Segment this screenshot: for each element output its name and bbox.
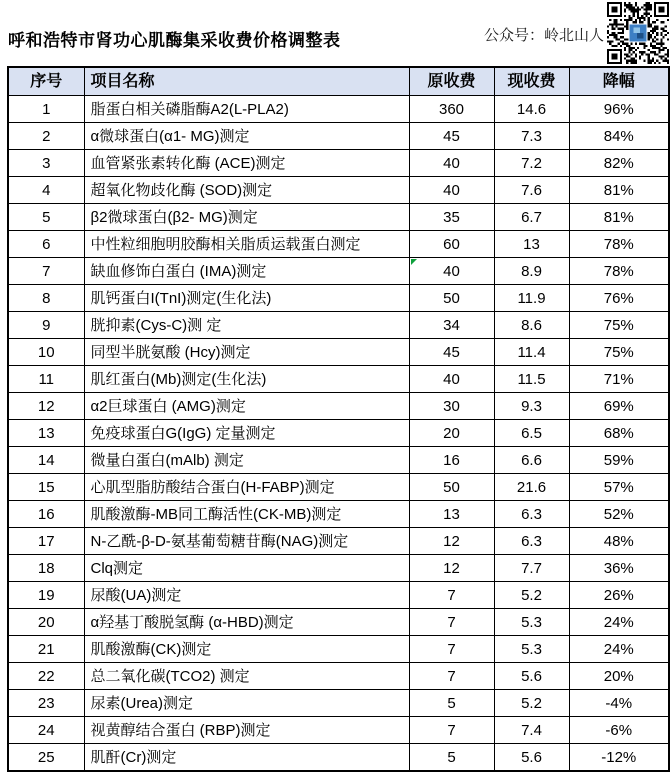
old-fee-cell: 13: [409, 501, 494, 528]
item-name-cell: 脂蛋白相关磷脂酶A2(L-PLA2): [84, 96, 409, 123]
new-fee-cell: 6.3: [494, 528, 569, 555]
row-number-cell: 8: [8, 285, 84, 312]
old-fee-cell: 40: [409, 177, 494, 204]
old-fee-cell: 12: [409, 555, 494, 582]
table-row: [8, 474, 669, 501]
table-row: [8, 609, 669, 636]
item-name-cell: 超氧化物歧化酶 (SOD)测定: [84, 177, 409, 204]
item-name-cell: 尿酸(UA)测定: [84, 582, 409, 609]
item-name-cell: Clq测定: [84, 555, 409, 582]
reduction-cell: 81%: [569, 204, 669, 231]
row-number-cell: 11: [8, 366, 84, 393]
new-fee-cell: 5.2: [494, 582, 569, 609]
reduction-cell: 78%: [569, 231, 669, 258]
row-number-cell: 19: [8, 582, 84, 609]
header-reduction: 降幅: [569, 67, 669, 96]
row-number-cell: 6: [8, 231, 84, 258]
table-row: [8, 204, 669, 231]
row-number-cell: 12: [8, 393, 84, 420]
old-fee-cell: 40: [409, 258, 494, 285]
new-fee-cell: 7.7: [494, 555, 569, 582]
row-number-cell: 13: [8, 420, 84, 447]
row-number-cell: 2: [8, 123, 84, 150]
new-fee-cell: 5.3: [494, 609, 569, 636]
row-number-cell: 14: [8, 447, 84, 474]
reduction-cell: -4%: [569, 690, 669, 717]
table-row: [8, 150, 669, 177]
old-fee-cell: 60: [409, 231, 494, 258]
row-number-cell: 16: [8, 501, 84, 528]
table-header-row: [8, 67, 669, 96]
reduction-cell: 82%: [569, 150, 669, 177]
reduction-cell: 20%: [569, 663, 669, 690]
item-name-cell: 缺血修饰白蛋白 (IMA)测定: [84, 258, 409, 285]
old-fee-cell: 7: [409, 609, 494, 636]
new-fee-cell: 7.2: [494, 150, 569, 177]
old-fee-cell: 360: [409, 96, 494, 123]
header-new-fee: 现收费: [494, 67, 569, 96]
item-name-cell: β2微球蛋白(β2- MG)测定: [84, 204, 409, 231]
header-old-fee: 原收费: [409, 67, 494, 96]
old-fee-cell: 40: [409, 150, 494, 177]
old-fee-cell: 7: [409, 582, 494, 609]
reduction-cell: 75%: [569, 339, 669, 366]
header-no: 序号: [8, 67, 84, 96]
new-fee-cell: 13: [494, 231, 569, 258]
table-row: [8, 177, 669, 204]
old-fee-cell: 7: [409, 663, 494, 690]
item-name-cell: 胱抑素(Cys-C)测 定: [84, 312, 409, 339]
item-name-cell: 尿素(Urea)测定: [84, 690, 409, 717]
reduction-cell: 75%: [569, 312, 669, 339]
table-row: [8, 96, 669, 123]
new-fee-cell: 6.7: [494, 204, 569, 231]
new-fee-cell: 11.5: [494, 366, 569, 393]
old-fee-cell: 50: [409, 474, 494, 501]
row-number-cell: 25: [8, 744, 84, 772]
reduction-cell: 57%: [569, 474, 669, 501]
row-number-cell: 22: [8, 663, 84, 690]
reduction-cell: 68%: [569, 420, 669, 447]
table-row: [8, 555, 669, 582]
row-number-cell: 1: [8, 96, 84, 123]
reduction-cell: 52%: [569, 501, 669, 528]
old-fee-cell: 5: [409, 690, 494, 717]
old-fee-cell: 7: [409, 636, 494, 663]
reduction-cell: -6%: [569, 717, 669, 744]
new-fee-cell: 5.3: [494, 636, 569, 663]
row-number-cell: 18: [8, 555, 84, 582]
reduction-cell: -12%: [569, 744, 669, 772]
row-number-cell: 21: [8, 636, 84, 663]
item-name-cell: 总二氧化碳(TCO2) 测定: [84, 663, 409, 690]
reduction-cell: 24%: [569, 609, 669, 636]
item-name-cell: 中性粒细胞明胶酶相关脂质运载蛋白测定: [84, 231, 409, 258]
item-name-cell: 视黄醇结合蛋白 (RBP)测定: [84, 717, 409, 744]
new-fee-cell: 7.4: [494, 717, 569, 744]
row-number-cell: 7: [8, 258, 84, 285]
reduction-cell: 59%: [569, 447, 669, 474]
table-row: [8, 393, 669, 420]
new-fee-cell: 8.9: [494, 258, 569, 285]
new-fee-cell: 5.2: [494, 690, 569, 717]
item-name-cell: 免疫球蛋白G(IgG) 定量测定: [84, 420, 409, 447]
old-fee-cell: 16: [409, 447, 494, 474]
row-number-cell: 3: [8, 150, 84, 177]
new-fee-cell: 21.6: [494, 474, 569, 501]
reduction-cell: 36%: [569, 555, 669, 582]
table-body: [8, 96, 669, 772]
old-fee-cell: 50: [409, 285, 494, 312]
item-name-cell: N-乙酰-β-D-氨基葡萄糖苷酶(NAG)测定: [84, 528, 409, 555]
new-fee-cell: 6.3: [494, 501, 569, 528]
reduction-cell: 78%: [569, 258, 669, 285]
row-number-cell: 20: [8, 609, 84, 636]
item-name-cell: 同型半胱氨酸 (Hcy)测定: [84, 339, 409, 366]
page-title: 呼和浩特市肾功心肌酶集采收费价格调整表: [8, 31, 341, 50]
header-item-name: 项目名称: [84, 67, 409, 96]
cell-note-marker: [411, 259, 417, 265]
wechat-account-label: 公众号：岭北山人: [484, 27, 605, 44]
old-fee-cell: 45: [409, 339, 494, 366]
old-fee-cell: 7: [409, 717, 494, 744]
table-row: [8, 258, 669, 285]
reduction-cell: 26%: [569, 582, 669, 609]
item-name-cell: 肌酸激酶-MB同工酶活性(CK-MB)测定: [84, 501, 409, 528]
new-fee-cell: 11.4: [494, 339, 569, 366]
reduction-cell: 71%: [569, 366, 669, 393]
new-fee-cell: 9.3: [494, 393, 569, 420]
table-row: [8, 420, 669, 447]
reduction-cell: 24%: [569, 636, 669, 663]
new-fee-cell: 8.6: [494, 312, 569, 339]
table-row: [8, 339, 669, 366]
table-row: [8, 528, 669, 555]
table-row: [8, 123, 669, 150]
row-number-cell: 17: [8, 528, 84, 555]
table-row: [8, 717, 669, 744]
reduction-cell: 96%: [569, 96, 669, 123]
reduction-cell: 69%: [569, 393, 669, 420]
reduction-cell: 84%: [569, 123, 669, 150]
old-fee-cell: 30: [409, 393, 494, 420]
old-fee-cell: 12: [409, 528, 494, 555]
new-fee-cell: 14.6: [494, 96, 569, 123]
table-row: [8, 285, 669, 312]
qr-code-icon: [607, 2, 669, 64]
old-fee-cell: 35: [409, 204, 494, 231]
new-fee-cell: 7.6: [494, 177, 569, 204]
row-number-cell: 4: [8, 177, 84, 204]
item-name-cell: 心肌型脂肪酸结合蛋白(H-FABP)测定: [84, 474, 409, 501]
old-fee-cell: 20: [409, 420, 494, 447]
row-number-cell: 10: [8, 339, 84, 366]
old-fee-cell: 45: [409, 123, 494, 150]
reduction-cell: 48%: [569, 528, 669, 555]
item-name-cell: α微球蛋白(α1- MG)测定: [84, 123, 409, 150]
new-fee-cell: 7.3: [494, 123, 569, 150]
table-row: [8, 744, 669, 772]
row-number-cell: 23: [8, 690, 84, 717]
table-row: [8, 636, 669, 663]
reduction-cell: 81%: [569, 177, 669, 204]
item-name-cell: 肌酐(Cr)测定: [84, 744, 409, 772]
new-fee-cell: 5.6: [494, 663, 569, 690]
table-row: [8, 312, 669, 339]
item-name-cell: 肌钙蛋白I(TnI)测定(生化法): [84, 285, 409, 312]
reduction-cell: 76%: [569, 285, 669, 312]
table-row: [8, 447, 669, 474]
table-row: [8, 501, 669, 528]
price-table: [7, 66, 670, 772]
table-row: [8, 663, 669, 690]
table-row: [8, 582, 669, 609]
item-name-cell: α2巨球蛋白 (AMG)测定: [84, 393, 409, 420]
row-number-cell: 5: [8, 204, 84, 231]
row-number-cell: 15: [8, 474, 84, 501]
item-name-cell: 肌酸激酶(CK)测定: [84, 636, 409, 663]
old-fee-cell: 34: [409, 312, 494, 339]
table-row: [8, 690, 669, 717]
item-name-cell: 血管紧张素转化酶 (ACE)测定: [84, 150, 409, 177]
item-name-cell: 微量白蛋白(mAlb) 测定: [84, 447, 409, 474]
row-number-cell: 24: [8, 717, 84, 744]
table-row: [8, 231, 669, 258]
new-fee-cell: 11.9: [494, 285, 569, 312]
table-row: [8, 366, 669, 393]
old-fee-cell: 40: [409, 366, 494, 393]
old-fee-cell: 5: [409, 744, 494, 772]
new-fee-cell: 5.6: [494, 744, 569, 772]
new-fee-cell: 6.5: [494, 420, 569, 447]
new-fee-cell: 6.6: [494, 447, 569, 474]
item-name-cell: α羟基丁酸脱氢酶 (α-HBD)测定: [84, 609, 409, 636]
item-name-cell: 肌红蛋白(Mb)测定(生化法): [84, 366, 409, 393]
row-number-cell: 9: [8, 312, 84, 339]
